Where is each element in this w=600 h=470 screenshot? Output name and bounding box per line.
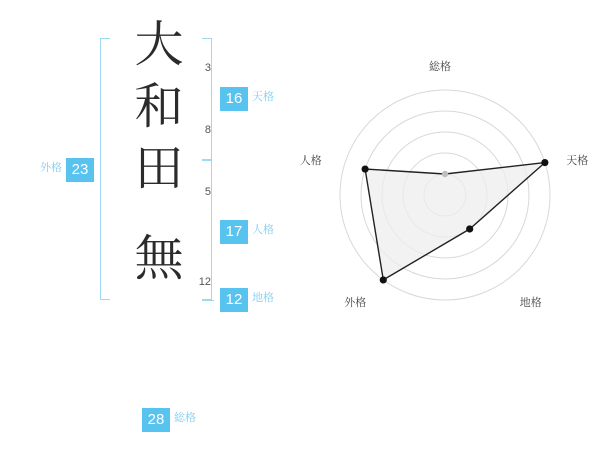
kanji-glyph: 大: [134, 16, 184, 73]
jinkaku-bracket: [202, 160, 212, 300]
stroke-count-4: 12: [198, 276, 211, 288]
radar-series-polygon: [365, 163, 545, 280]
stroke-count-3: 5: [204, 186, 211, 198]
gaikaku-label: 外格: [40, 162, 62, 174]
kanji-char-3: [128, 138, 211, 200]
axis-label-jinkaku: 人格: [299, 154, 322, 167]
soukaku-label: 総格: [174, 412, 196, 424]
radar-chart: [300, 40, 600, 440]
soukaku-badge-group: [142, 408, 196, 432]
stroke-count-1: 3: [204, 62, 211, 74]
jinkaku-value: 17: [220, 220, 248, 244]
kanji-char-2: [128, 76, 211, 138]
radar-chart-panel: [300, 0, 600, 470]
axis-label-tenkaku: 天格: [566, 154, 589, 167]
kanji-glyph: 田: [134, 140, 184, 197]
kanji-column: [128, 14, 211, 290]
radar-data-point: [466, 225, 473, 232]
gaikaku-value: 23: [66, 158, 94, 182]
kanji-char-1: [128, 14, 211, 76]
axis-label-chikaku: 地格: [519, 296, 542, 309]
chikaku-value: 12: [220, 288, 248, 312]
gaikaku-bracket: [100, 38, 110, 300]
jinkaku-badge-group: [220, 220, 274, 244]
kanji-char-4: [128, 228, 211, 290]
tenkaku-badge-group: [220, 87, 274, 111]
tenkaku-bracket: [202, 38, 212, 160]
kanji-glyph: 和: [134, 78, 184, 135]
chikaku-badge-group: [220, 288, 274, 312]
radar-data-point: [380, 276, 387, 283]
tenkaku-value: 16: [220, 87, 248, 111]
axis-label-gaikaku: 外格: [344, 296, 367, 309]
axis-label-soukaku: 総格: [429, 61, 451, 73]
radar-data-point: [541, 159, 548, 166]
jinkaku-label: 人格: [252, 224, 274, 236]
radar-data-point: [442, 171, 448, 177]
radar-data-point: [362, 165, 369, 172]
chikaku-label: 地格: [252, 292, 274, 304]
tenkaku-label: 天格: [252, 91, 274, 103]
stroke-count-2: 8: [204, 124, 211, 136]
gaikaku-badge-group: [40, 158, 94, 182]
kanji-glyph: 無: [134, 230, 184, 287]
chikaku-tick: [202, 300, 214, 301]
soukaku-value: 28: [142, 408, 170, 432]
